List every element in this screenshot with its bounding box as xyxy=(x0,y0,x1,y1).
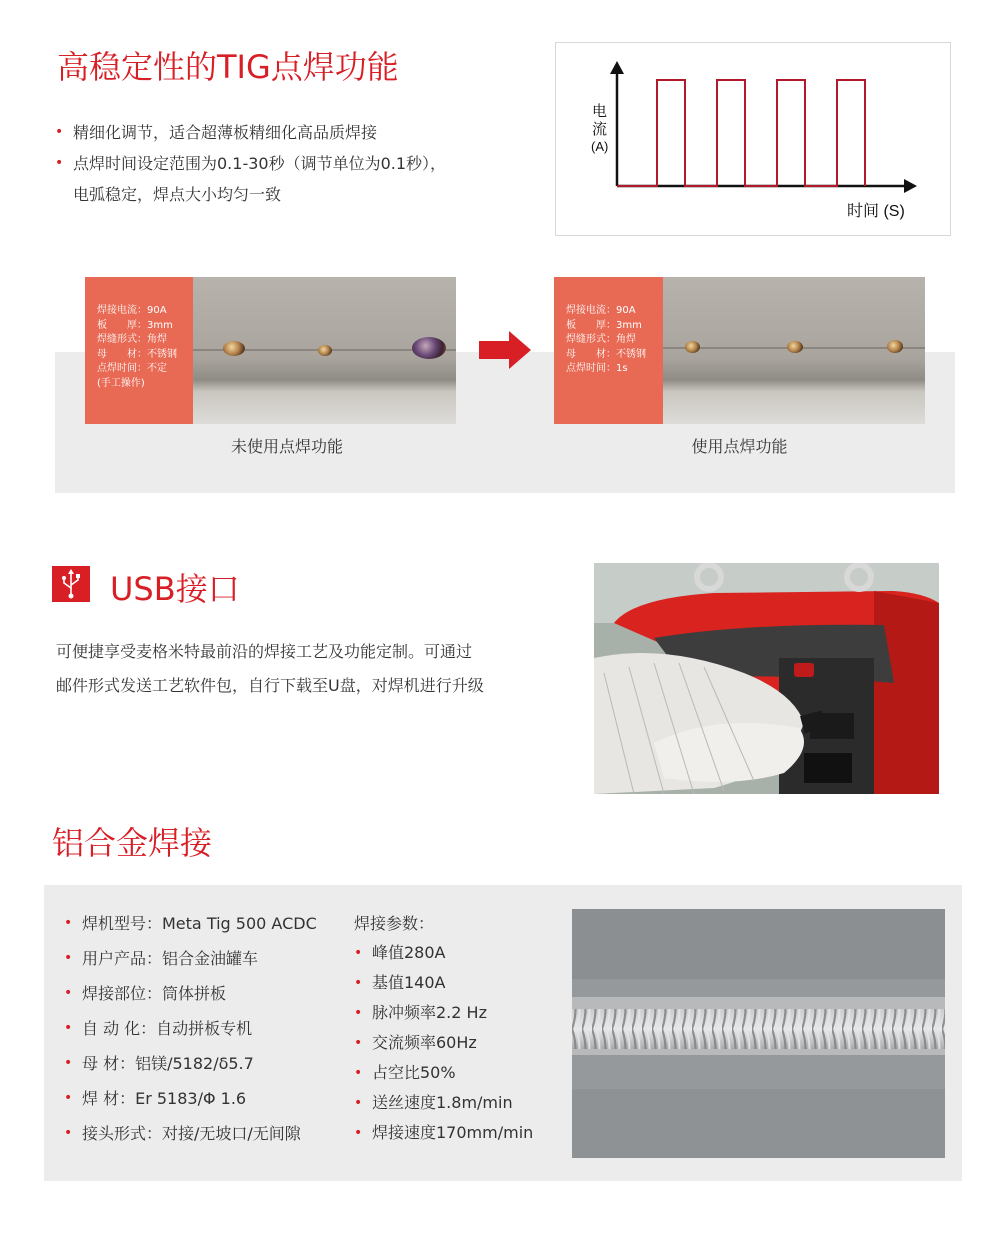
list-item: • 接头形式：对接/无坡口/无间隙 xyxy=(64,1116,354,1151)
bullet-text: 电弧稳定，焊点大小均匀一致 xyxy=(73,185,282,204)
param-line: (手工操作) xyxy=(97,377,145,389)
current-pulse-chart xyxy=(555,42,951,236)
pulse-line xyxy=(617,80,865,186)
param-line: 点焊时间：不定 xyxy=(97,363,167,374)
bullet-text: • 点焊时间设定范围为0.1-30秒（调节单位为0.1秒）， xyxy=(73,154,447,173)
right-arrow-icon xyxy=(479,331,531,369)
caption-before: 未使用点焊功能 xyxy=(230,437,343,456)
usb-photo xyxy=(594,563,939,794)
param-box-before xyxy=(85,277,193,424)
caption-after: 使用点焊功能 xyxy=(691,437,788,456)
param-line: 板 厚：3mm xyxy=(566,319,642,331)
list-item: • 母 材：铝镁/5182/δ5.7 xyxy=(64,1046,354,1081)
param-line: 焊缝形式：角焊 xyxy=(566,334,636,345)
list-item: • 焊接部位：筒体拼板 xyxy=(64,976,354,1011)
param-box-after xyxy=(554,277,663,424)
list-item: • 脉冲频率2.2 Hz xyxy=(354,998,564,1028)
list-item: • 峰值280A xyxy=(354,938,564,968)
params-heading: 焊接参数： xyxy=(354,914,435,933)
param-line: 母 材：不锈钢 xyxy=(97,348,177,360)
x-axis-label: 时间 (S) xyxy=(847,203,905,220)
list-item: • 焊机型号：Meta Tig 500 ACDC xyxy=(64,906,354,941)
y-axis-label: (A) xyxy=(591,139,609,154)
usb-description-line: 邮件形式发送工艺软件包，自行下载至U盘，对焊机进行升级 xyxy=(56,676,484,695)
param-line: 焊接电流：90A xyxy=(566,305,636,316)
aluminum-weld-photo xyxy=(572,909,945,1158)
y-axis-arrow xyxy=(610,61,624,74)
aluminum-param-list xyxy=(354,938,564,1148)
list-item: • 占空比50% xyxy=(354,1058,564,1088)
y-axis-label: 流 xyxy=(592,121,608,138)
bullet-text: • 精细化调节，适合超薄板精细化高品质焊接 xyxy=(73,123,378,142)
list-item: • 用户产品：铝合金油罐车 xyxy=(64,941,354,976)
usb-description xyxy=(56,635,484,703)
list-item xyxy=(55,148,525,210)
usb-icon-notch xyxy=(90,566,98,602)
param-line: 焊缝形式：角焊 xyxy=(97,334,167,345)
pulse-series xyxy=(617,80,865,186)
list-item: • 交流频率60Hz xyxy=(354,1028,564,1058)
section-title-aluminum: 铝合金焊接 xyxy=(52,824,213,862)
x-axis-arrow xyxy=(904,179,917,193)
y-axis-label: 电 xyxy=(592,103,608,120)
aluminum-spec-list xyxy=(64,906,354,1151)
param-line: 点焊时间：1s xyxy=(566,363,628,374)
section-title-usb: USB接口 xyxy=(110,570,240,608)
list-item: • 自 动 化：自动拼板专机 xyxy=(64,1011,354,1046)
usb-icon xyxy=(52,566,90,602)
param-line: 母 材：不锈钢 xyxy=(566,348,646,360)
tig-feature-list xyxy=(55,117,525,210)
param-line: 板 厚：3mm xyxy=(97,319,173,331)
pulse-chart-svg xyxy=(556,43,950,235)
usb-description-line: 可便捷享受麦格米特最前沿的焊接工艺及功能定制。可通过 xyxy=(56,642,473,661)
section-title-tig-spot: 高稳定性的TIG点焊功能 xyxy=(57,48,399,86)
list-item: • 送丝速度1.8m/min xyxy=(354,1088,564,1118)
list-item: • 焊 材：Er 5183/Φ 1.6 xyxy=(64,1081,354,1116)
list-item: • 焊接速度170mm/min xyxy=(354,1118,564,1148)
param-line: 焊接电流：90A xyxy=(97,305,167,316)
list-item xyxy=(55,117,525,148)
list-item: • 基值140A xyxy=(354,968,564,998)
